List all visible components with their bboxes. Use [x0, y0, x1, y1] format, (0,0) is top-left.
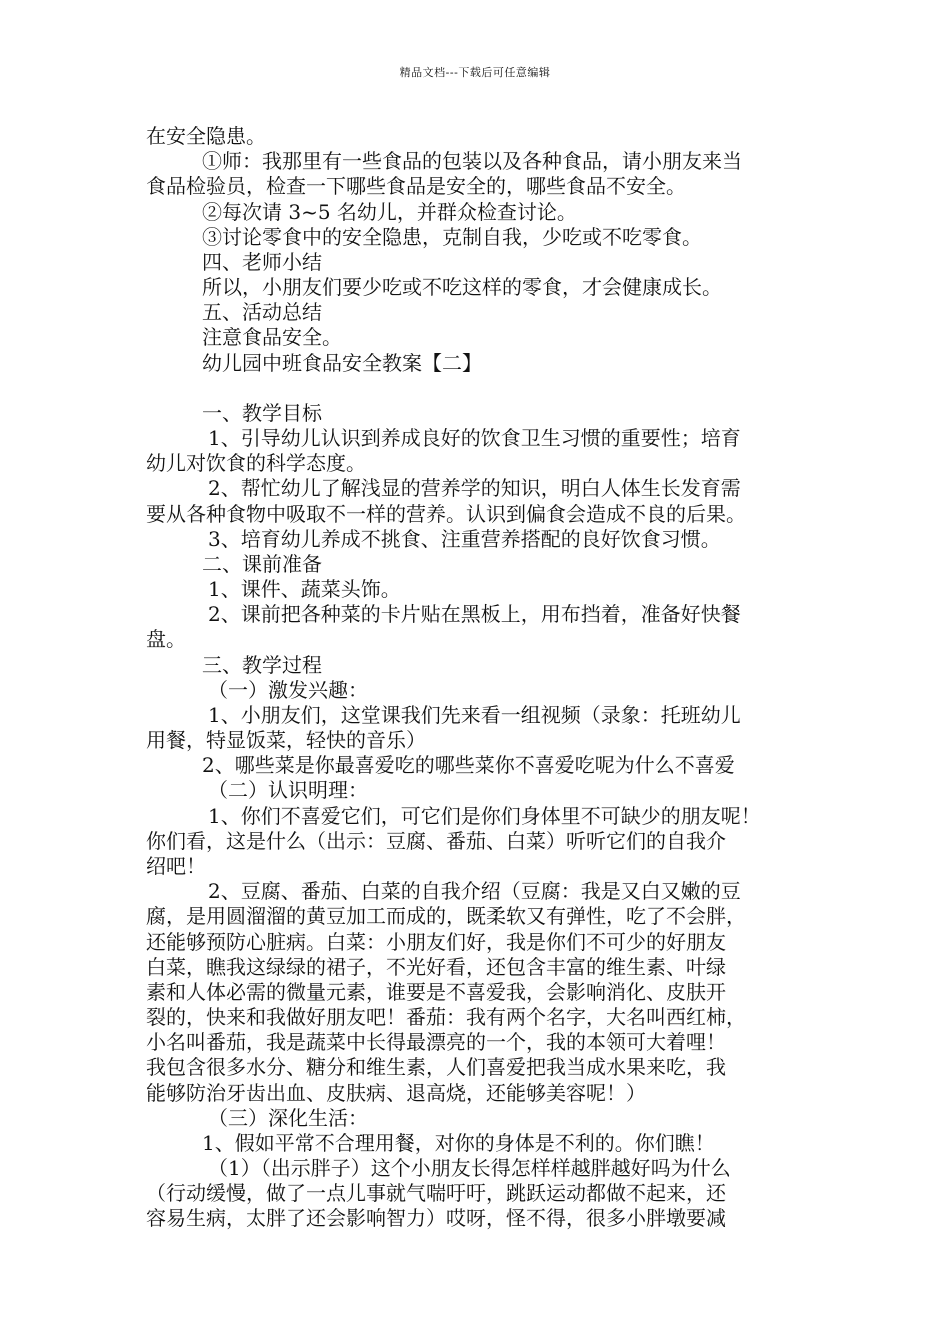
paragraph-line: 1、小朋友们，这堂课我们先来看一组视频（录象：托班幼儿 — [208, 702, 741, 727]
paragraph-line: 1、你们不喜爱它们，可它们是你们身体里不可缺少的朋友呢！ — [208, 803, 761, 828]
paragraph-line: 3、培育幼儿养成不挑食、注重营养搭配的良好饮食习惯。 — [208, 526, 721, 551]
paragraph-line: 2、哪些菜是你最喜爱吃的哪些菜你不喜爱吃呢为什么不喜爱 — [202, 753, 735, 778]
section-heading: 二、课前准备 — [202, 551, 322, 576]
paragraph-line: 盘。 — [146, 627, 186, 652]
section-heading: 四、老师小结 — [202, 249, 322, 274]
section-heading: 五、活动总结 — [202, 300, 322, 325]
subsection-heading: （三）深化生活： — [208, 1105, 368, 1130]
paragraph-line: 能够防治牙齿出血、皮肤病、退高烧，还能够美容呢！） — [146, 1080, 646, 1105]
paragraph-line: 在安全隐患。 — [146, 124, 266, 148]
paragraph-line: 小名叫番茄，我是蔬菜中长得最漂亮的一个，我的本领可大着哩！ — [146, 1030, 726, 1055]
section-heading: 一、教学目标 — [202, 400, 322, 425]
paragraph-line: 1、引导幼儿认识到养成良好的饮食卫生习惯的重要性；培育 — [208, 426, 741, 451]
paragraph-line: ①师：我那里有一些食品的包装以及各种食品，请小朋友来当 — [202, 149, 742, 174]
subsection-heading: （二）认识明理： — [208, 778, 368, 803]
paragraph-line: （行动缓慢，做了一点儿事就气喘吁吁，跳跃运动都做不起来，还 — [146, 1181, 726, 1206]
paragraph-line: （1）（出示胖子）这个小朋友长得怎样样越胖越好吗为什么 — [208, 1156, 731, 1181]
paragraph-line: 2、帮忙幼儿了解浅显的营养学的知识，明白人体生长发育需 — [208, 476, 741, 501]
document-subtitle: 幼儿园中班食品安全教案【二】 — [202, 350, 482, 375]
paragraph-line: 腐，是用圆溜溜的黄豆加工而成的，既柔软又有弹性，吃了不会胖， — [146, 904, 746, 929]
paragraph-line: 幼儿对饮食的科学态度。 — [146, 451, 366, 476]
paragraph-line: 注意食品安全。 — [202, 325, 342, 350]
document-body — [146, 124, 816, 1232]
paragraph-line: 我包含很多水分、糖分和维生素，人们喜爱把我当成水果来吃，我 — [146, 1055, 726, 1080]
paragraph-line: 1、课件、蔬菜头饰。 — [208, 577, 401, 602]
paragraph-line: 素和人体必需的微量元素，谁要是不喜爱我，会影响消化、皮肤开 — [146, 979, 726, 1004]
paragraph-line: 所以，小朋友们要少吃或不吃这样的零食，才会健康成长。 — [202, 275, 722, 300]
paragraph-line: 食品检验员，检查一下哪些食品是安全的，哪些食品不安全。 — [146, 174, 686, 199]
paragraph-line: 你们看，这是什么（出示：豆腐、番茄、白菜）听听它们的自我介 — [146, 828, 726, 853]
subsection-heading: （一）激发兴趣： — [208, 677, 368, 702]
paragraph-line: 裂的，快来和我做好朋友吧！番茄：我有两个名字，大名叫西红柿， — [146, 1005, 746, 1030]
paragraph-line: 要从各种食物中吸取不一样的营养。认识到偏食会造成不良的后果。 — [146, 501, 746, 526]
paragraph-line: 2、课前把各种菜的卡片贴在黑板上，用布挡着，准备好快餐 — [208, 602, 741, 627]
paragraph-line: ②每次请 3~5 名幼儿，并群众检查讨论。 — [202, 199, 577, 224]
paragraph-line: ③讨论零食中的安全隐患，克制自我，少吃或不吃零食。 — [202, 224, 702, 249]
blank-line — [146, 376, 816, 401]
paragraph-line: 白菜，瞧我这绿绿的裙子，不光好看，还包含丰富的维生素、叶绿 — [146, 954, 726, 979]
paragraph-line: 1、假如平常不合理用餐，对你的身体是不利的。你们瞧！ — [202, 1130, 715, 1155]
paragraph-line: 还能够预防心脏病。白菜：小朋友们好，我是你们不可少的好朋友 — [146, 929, 726, 954]
paragraph-line: 2、豆腐、番茄、白菜的自我介绍（豆腐：我是又白又嫩的豆 — [208, 879, 741, 904]
paragraph-line: 绍吧！ — [146, 853, 206, 878]
section-heading: 三、教学过程 — [202, 652, 322, 677]
paragraph-line: 用餐，特显饭菜，轻快的音乐） — [146, 728, 426, 753]
paragraph-line: 容易生病，太胖了还会影响智力）哎呀，怪不得，很多小胖墩要减 — [146, 1206, 726, 1231]
page-header: 精品文档---下载后可任意编辑 — [399, 66, 551, 79]
